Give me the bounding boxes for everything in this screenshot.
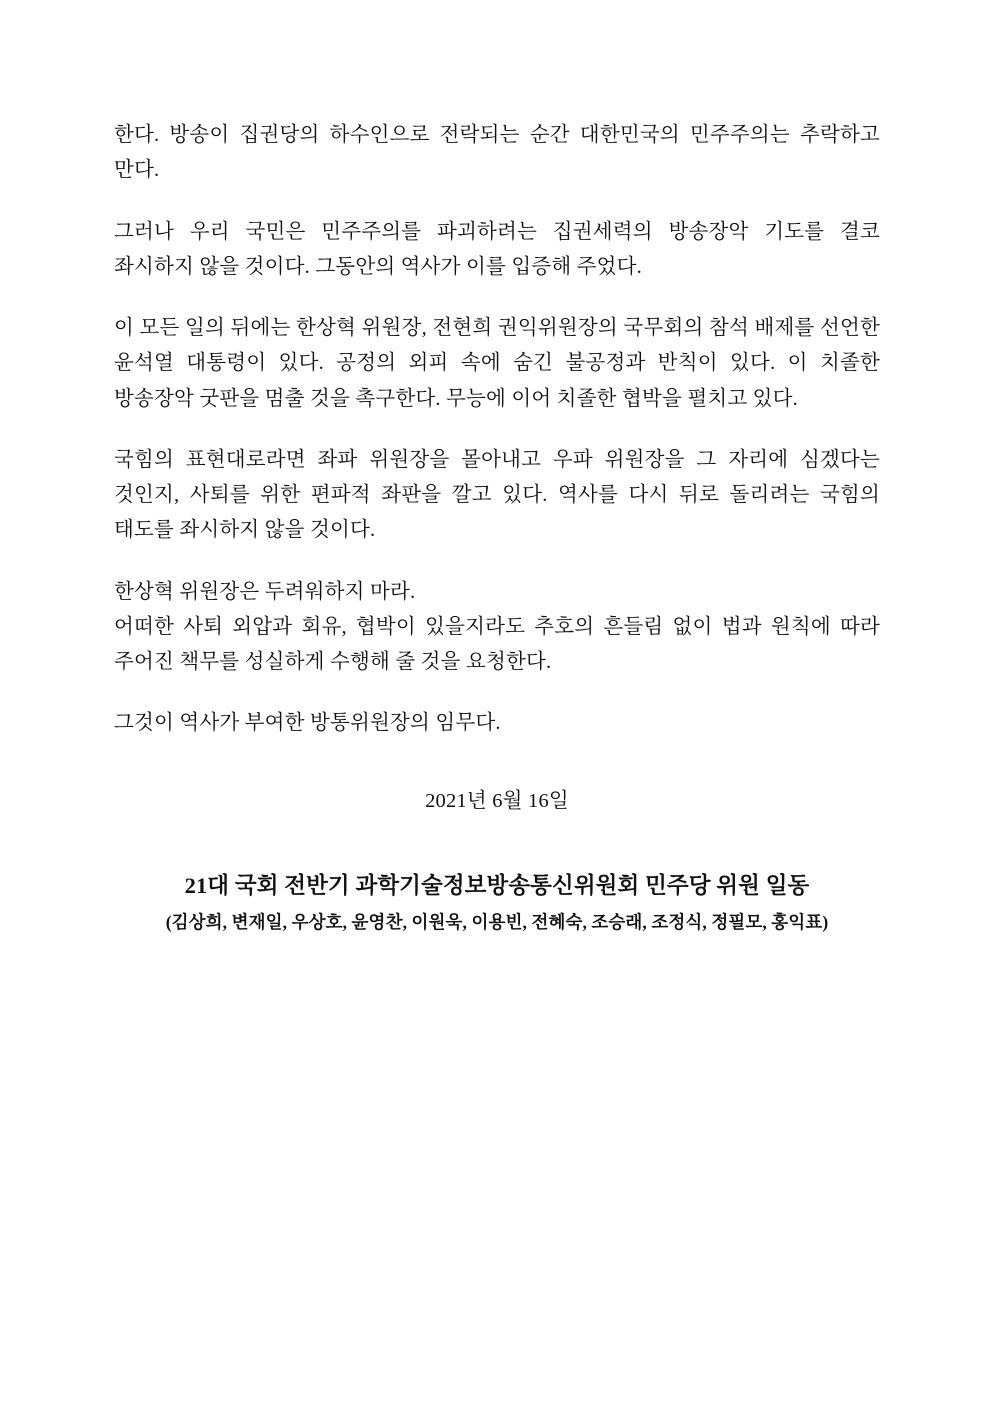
- signature-members: (김상희, 변재일, 우상호, 윤영찬, 이원욱, 이용빈, 전혜숙, 조승래, 조정식, 정필모, 홍익표): [165, 911, 829, 932]
- paragraph-3: 이 모든 일의 뒤에는 한상혁 위원장, 전현희 권익위원장의 국무회의 참석 배제를 선언한 윤석열 대통령이 있다. 공정의 외피 속에 숨긴 불공정과 반칙이 있다. 이 치졸한 방송장악 굿판을 멈출 것을 촉구한다. 무능에 이어 치졸한 협박을 펼치고 있다.: [114, 317, 880, 410]
- paragraph-4: 국힘의 표현대로라면 좌파 위원장을 몰아내고 우파 위원장을 그 자리에 심겠다는 것인지, 사퇴를 위한 편파적 좌판을 깔고 있다. 역사를 다시 뒤로 돌리려는 국힘의 태도를 좌시하지 않을 것이다.: [114, 448, 880, 542]
- request-block: [114, 575, 880, 681]
- paragraph-1: 한다. 방송이 집권당의 하수인으로 전락되는 순간 대한민국의 민주주의는 추락하고 만다.: [114, 124, 880, 182]
- paragraph-2: 그러나 우리 국민은 민주주의를 파괴하려는 집권세력의 방송장악 기도를 결코 좌시하지 않을 것이다. 그동안의 역사가 이를 입증해 주었다.: [114, 220, 880, 278]
- closing-paragraph: 그것이 역사가 부여한 방통위원장의 임무다.: [114, 712, 501, 735]
- document-body: [114, 118, 880, 935]
- request-line-1: 한상혁 위원장은 두려워하지 마라.: [114, 580, 416, 603]
- request-line-2: 어떠한 사퇴 외압과 회유, 협박이 있을지라도 추호의 흔들림 없이 법과 원칙에 따라 주어진 책무를 성실하게 수행해 줄 것을 요청한다.: [114, 615, 880, 673]
- signature-block: [114, 869, 880, 935]
- document-date: 2021년 6월 16일: [425, 789, 569, 812]
- signature-organization: 21대 국회 전반기 과학기술정보방송통신위원회 민주당 위원 일동: [184, 872, 810, 898]
